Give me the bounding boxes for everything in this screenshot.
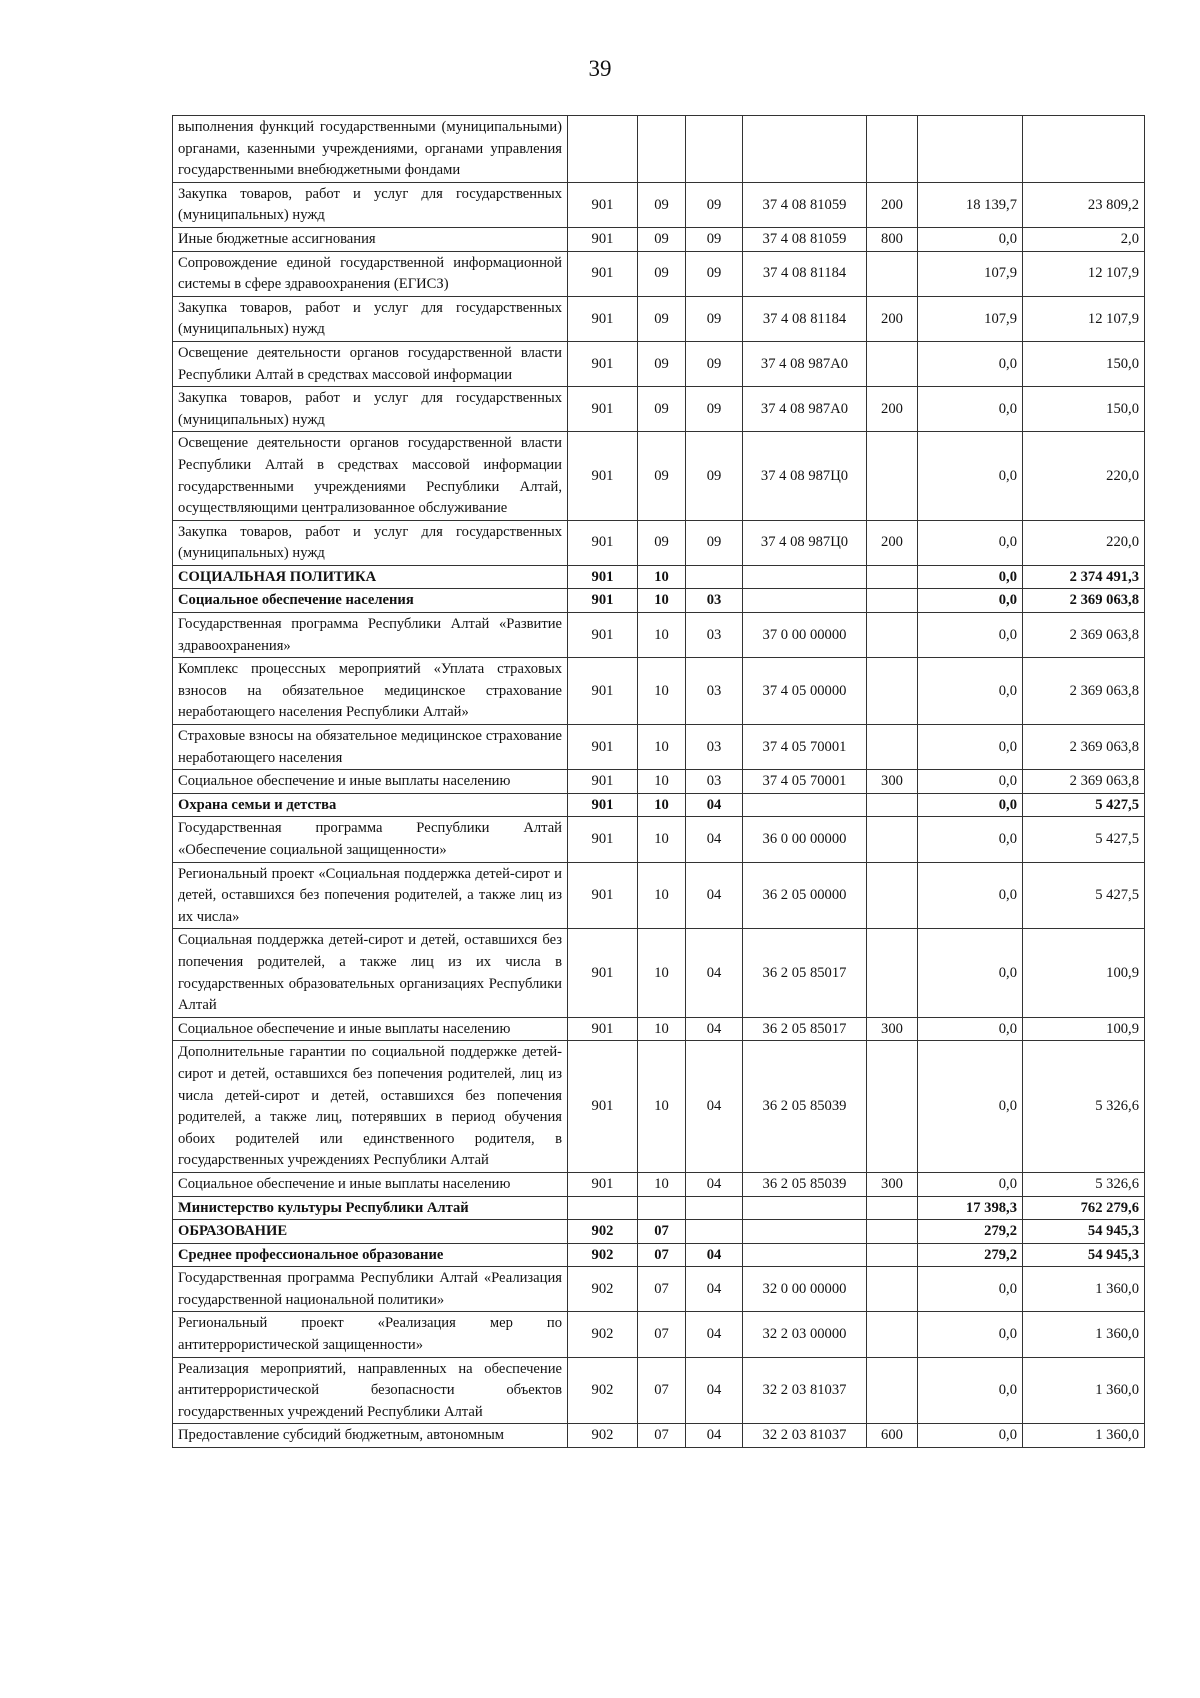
table-row — [173, 770, 1145, 794]
expense-name-cell: Закупка товаров, работ и услуг для государственных (муниципальных) нужд — [173, 387, 568, 432]
table-row — [173, 793, 1145, 817]
amount-change-cell: 0,0 — [918, 1357, 1023, 1424]
expense-name-cell: Региональный проект «Социальная поддержка детей-сирот и детей, оставшихся без попечения родителей, а также лиц из их числа» — [173, 862, 568, 929]
section-code-cell: 10 — [638, 1017, 686, 1041]
table-row — [173, 862, 1145, 929]
administrator-code-cell — [568, 116, 638, 183]
administrator-code-cell: 901 — [568, 432, 638, 520]
expense-type-cell: 200 — [867, 296, 918, 341]
administrator-code-cell: 902 — [568, 1220, 638, 1244]
table-row — [173, 182, 1145, 227]
subsection-code-cell: 09 — [686, 251, 743, 296]
section-code-cell: 10 — [638, 658, 686, 725]
subsection-code-cell: 09 — [686, 520, 743, 565]
subsection-code-cell: 04 — [686, 1267, 743, 1312]
target-article-cell: 32 2 03 81037 — [743, 1424, 867, 1448]
administrator-code-cell: 902 — [568, 1312, 638, 1357]
section-code-cell: 10 — [638, 725, 686, 770]
table-row — [173, 1357, 1145, 1424]
expense-name-cell: Сопровождение единой государственной информационной системы в сфере здравоохранения (ЕГИСЗ) — [173, 251, 568, 296]
target-article-cell: 37 4 08 81059 — [743, 182, 867, 227]
section-code-cell: 07 — [638, 1243, 686, 1267]
expense-name-cell: Закупка товаров, работ и услуг для государственных (муниципальных) нужд — [173, 520, 568, 565]
expense-name-cell: Министерство культуры Республики Алтай — [173, 1196, 568, 1220]
target-article-cell: 37 0 00 00000 — [743, 613, 867, 658]
expense-type-cell — [867, 1220, 918, 1244]
subsection-code-cell: 03 — [686, 770, 743, 794]
expense-type-cell — [867, 1243, 918, 1267]
amount-change-cell: 0,0 — [918, 613, 1023, 658]
expense-type-cell — [867, 1196, 918, 1220]
amount-change-cell: 0,0 — [918, 793, 1023, 817]
subsection-code-cell: 03 — [686, 725, 743, 770]
target-article-cell: 32 2 03 00000 — [743, 1312, 867, 1357]
amount-total-cell: 5 427,5 — [1023, 862, 1145, 929]
expense-name-cell: Государственная программа Республики Алтай «Реализация государственной национальной политики» — [173, 1267, 568, 1312]
administrator-code-cell: 901 — [568, 862, 638, 929]
target-article-cell: 36 2 05 85017 — [743, 929, 867, 1017]
target-article-cell: 36 2 05 00000 — [743, 862, 867, 929]
table-row — [173, 387, 1145, 432]
target-article-cell: 37 4 08 81059 — [743, 227, 867, 251]
expense-type-cell — [867, 1267, 918, 1312]
administrator-code-cell: 901 — [568, 387, 638, 432]
amount-change-cell: 107,9 — [918, 251, 1023, 296]
amount-change-cell: 0,0 — [918, 589, 1023, 613]
administrator-code-cell: 901 — [568, 929, 638, 1017]
section-code-cell: 07 — [638, 1312, 686, 1357]
subsection-code-cell: 04 — [686, 1357, 743, 1424]
administrator-code-cell: 902 — [568, 1243, 638, 1267]
section-code-cell: 09 — [638, 227, 686, 251]
expense-name-cell: Социальная поддержка детей-сирот и детей, оставшихся без попечения родителей, а также лиц из их числа в государственных образовательных организациях Республики Алтай — [173, 929, 568, 1017]
target-article-cell — [743, 1196, 867, 1220]
administrator-code-cell — [568, 1196, 638, 1220]
expense-name-cell: Страховые взносы на обязательное медицинское страхование неработающего населения — [173, 725, 568, 770]
administrator-code-cell: 901 — [568, 565, 638, 589]
section-code-cell: 09 — [638, 520, 686, 565]
subsection-code-cell: 09 — [686, 182, 743, 227]
administrator-code-cell: 901 — [568, 251, 638, 296]
section-code-cell — [638, 116, 686, 183]
amount-total-cell: 100,9 — [1023, 1017, 1145, 1041]
table-row — [173, 1196, 1145, 1220]
section-code-cell: 07 — [638, 1357, 686, 1424]
administrator-code-cell: 902 — [568, 1357, 638, 1424]
amount-total-cell: 12 107,9 — [1023, 296, 1145, 341]
amount-change-cell: 0,0 — [918, 817, 1023, 862]
subsection-code-cell: 04 — [686, 929, 743, 1017]
administrator-code-cell: 901 — [568, 589, 638, 613]
section-code-cell: 09 — [638, 387, 686, 432]
target-article-cell: 32 2 03 81037 — [743, 1357, 867, 1424]
administrator-code-cell: 901 — [568, 1172, 638, 1196]
expense-type-cell — [867, 613, 918, 658]
target-article-cell: 37 4 08 81184 — [743, 296, 867, 341]
amount-total-cell: 220,0 — [1023, 520, 1145, 565]
amount-change-cell: 0,0 — [918, 862, 1023, 929]
table-row — [173, 432, 1145, 520]
expense-name-cell: Закупка товаров, работ и услуг для государственных (муниципальных) нужд — [173, 182, 568, 227]
subsection-code-cell — [686, 1196, 743, 1220]
section-code-cell: 07 — [638, 1424, 686, 1448]
table-row — [173, 658, 1145, 725]
amount-change-cell: 0,0 — [918, 432, 1023, 520]
section-code-cell: 09 — [638, 182, 686, 227]
table-row — [173, 1172, 1145, 1196]
subsection-code-cell — [686, 116, 743, 183]
section-code-cell: 09 — [638, 251, 686, 296]
section-code-cell: 09 — [638, 432, 686, 520]
expense-type-cell — [867, 251, 918, 296]
amount-change-cell: 0,0 — [918, 1172, 1023, 1196]
subsection-code-cell: 09 — [686, 296, 743, 341]
section-code-cell: 10 — [638, 817, 686, 862]
expense-type-cell — [867, 341, 918, 386]
table-row — [173, 725, 1145, 770]
target-article-cell — [743, 1220, 867, 1244]
expense-name-cell: Закупка товаров, работ и услуг для государственных (муниципальных) нужд — [173, 296, 568, 341]
amount-total-cell: 220,0 — [1023, 432, 1145, 520]
amount-change-cell: 279,2 — [918, 1220, 1023, 1244]
administrator-code-cell: 901 — [568, 227, 638, 251]
expense-type-cell: 600 — [867, 1424, 918, 1448]
administrator-code-cell: 901 — [568, 341, 638, 386]
expense-type-cell: 300 — [867, 1017, 918, 1041]
page-number: 39 — [588, 56, 612, 81]
amount-change-cell: 17 398,3 — [918, 1196, 1023, 1220]
section-code-cell: 10 — [638, 770, 686, 794]
expense-name-cell: Социальное обеспечение и иные выплаты населению — [173, 1017, 568, 1041]
administrator-code-cell: 902 — [568, 1267, 638, 1312]
amount-change-cell: 0,0 — [918, 565, 1023, 589]
table-row — [173, 589, 1145, 613]
amount-change-cell: 0,0 — [918, 725, 1023, 770]
administrator-code-cell: 901 — [568, 1041, 638, 1173]
subsection-code-cell: 04 — [686, 1041, 743, 1173]
section-code-cell: 10 — [638, 589, 686, 613]
section-code-cell: 10 — [638, 929, 686, 1017]
expense-type-cell — [867, 589, 918, 613]
expense-name-cell: Среднее профессиональное образование — [173, 1243, 568, 1267]
expense-name-cell: Региональный проект «Реализация мер по антитеррористической защищенности» — [173, 1312, 568, 1357]
subsection-code-cell: 09 — [686, 341, 743, 386]
table-row — [173, 1243, 1145, 1267]
expense-type-cell: 300 — [867, 770, 918, 794]
expense-name-cell: Предоставление субсидий бюджетным, автономным — [173, 1424, 568, 1448]
subsection-code-cell: 09 — [686, 387, 743, 432]
amount-change-cell: 0,0 — [918, 658, 1023, 725]
administrator-code-cell: 901 — [568, 817, 638, 862]
subsection-code-cell — [686, 1220, 743, 1244]
table-row — [173, 296, 1145, 341]
expense-name-cell: Дополнительные гарантии по социальной поддержке детей-сирот и детей, оставшихся без попечения родителей, лиц из числа детей-сирот и детей, оставшихся без попечения родителей, а также лиц, потерявших в период обучения обоих родителей или единственного родителя, в государственных учреждениях Республики Алтай — [173, 1041, 568, 1173]
amount-change-cell: 0,0 — [918, 1424, 1023, 1448]
expense-name-cell: Государственная программа Республики Алтай «Развитие здравоохранения» — [173, 613, 568, 658]
table-row — [173, 817, 1145, 862]
expense-type-cell — [867, 432, 918, 520]
expense-type-cell — [867, 1357, 918, 1424]
target-article-cell: 36 2 05 85017 — [743, 1017, 867, 1041]
subsection-code-cell: 03 — [686, 589, 743, 613]
table-row — [173, 116, 1145, 183]
amount-change-cell: 0,0 — [918, 1041, 1023, 1173]
table-row — [173, 227, 1145, 251]
amount-total-cell: 150,0 — [1023, 341, 1145, 386]
amount-total-cell: 2 374 491,3 — [1023, 565, 1145, 589]
table-row — [173, 613, 1145, 658]
amount-change-cell: 0,0 — [918, 341, 1023, 386]
amount-change-cell — [918, 116, 1023, 183]
amount-change-cell: 0,0 — [918, 387, 1023, 432]
amount-total-cell: 100,9 — [1023, 929, 1145, 1017]
expense-name-cell: Реализация мероприятий, направленных на обеспечение антитеррористической безопасности объектов государственных учреждений Республики Алтай — [173, 1357, 568, 1424]
target-article-cell: 37 4 05 70001 — [743, 725, 867, 770]
target-article-cell — [743, 793, 867, 817]
subsection-code-cell: 09 — [686, 432, 743, 520]
table-row — [173, 1267, 1145, 1312]
table-row — [173, 1312, 1145, 1357]
section-code-cell: 07 — [638, 1220, 686, 1244]
target-article-cell: 37 4 08 987А0 — [743, 387, 867, 432]
amount-change-cell: 0,0 — [918, 1017, 1023, 1041]
target-article-cell — [743, 116, 867, 183]
expense-type-cell — [867, 116, 918, 183]
section-code-cell: 10 — [638, 862, 686, 929]
expense-name-cell: Иные бюджетные ассигнования — [173, 227, 568, 251]
target-article-cell: 36 0 00 00000 — [743, 817, 867, 862]
expense-name-cell: Освещение деятельности органов государственной власти Республики Алтай в средствах массовой информации — [173, 341, 568, 386]
subsection-code-cell: 04 — [686, 862, 743, 929]
amount-total-cell: 1 360,0 — [1023, 1424, 1145, 1448]
table-row — [173, 929, 1145, 1017]
table-row — [173, 1041, 1145, 1173]
administrator-code-cell: 901 — [568, 296, 638, 341]
expense-name-cell: Социальное обеспечение и иные выплаты населению — [173, 770, 568, 794]
administrator-code-cell: 901 — [568, 182, 638, 227]
administrator-code-cell: 902 — [568, 1424, 638, 1448]
section-code-cell: 10 — [638, 1172, 686, 1196]
expense-name-cell: Охрана семьи и детства — [173, 793, 568, 817]
amount-change-cell: 0,0 — [918, 770, 1023, 794]
budget-table-body — [173, 116, 1145, 1448]
target-article-cell: 37 4 08 987Ц0 — [743, 520, 867, 565]
expense-name-cell: Комплекс процессных мероприятий «Уплата страховых взносов на обязательное медицинское страхование неработающего населения Республики Алтай» — [173, 658, 568, 725]
amount-total-cell: 12 107,9 — [1023, 251, 1145, 296]
amount-total-cell: 2 369 063,8 — [1023, 770, 1145, 794]
administrator-code-cell: 901 — [568, 520, 638, 565]
amount-change-cell: 0,0 — [918, 520, 1023, 565]
amount-total-cell: 1 360,0 — [1023, 1357, 1145, 1424]
amount-total-cell: 1 360,0 — [1023, 1267, 1145, 1312]
target-article-cell: 36 2 05 85039 — [743, 1041, 867, 1173]
expense-type-cell: 200 — [867, 520, 918, 565]
target-article-cell: 37 4 08 81184 — [743, 251, 867, 296]
table-row — [173, 341, 1145, 386]
amount-total-cell: 23 809,2 — [1023, 182, 1145, 227]
subsection-code-cell: 04 — [686, 793, 743, 817]
table-row — [173, 520, 1145, 565]
amount-total-cell: 150,0 — [1023, 387, 1145, 432]
expense-type-cell — [867, 793, 918, 817]
target-article-cell — [743, 1243, 867, 1267]
section-code-cell — [638, 1196, 686, 1220]
subsection-code-cell: 04 — [686, 1017, 743, 1041]
table-row — [173, 1220, 1145, 1244]
section-code-cell: 10 — [638, 565, 686, 589]
table-row — [173, 1424, 1145, 1448]
table-row — [173, 251, 1145, 296]
amount-change-cell: 18 139,7 — [918, 182, 1023, 227]
target-article-cell: 37 4 08 987Ц0 — [743, 432, 867, 520]
expense-type-cell: 800 — [867, 227, 918, 251]
amount-total-cell: 2 369 063,8 — [1023, 589, 1145, 613]
subsection-code-cell: 09 — [686, 227, 743, 251]
amount-total-cell: 1 360,0 — [1023, 1312, 1145, 1357]
subsection-code-cell: 04 — [686, 1172, 743, 1196]
expense-type-cell — [867, 862, 918, 929]
amount-total-cell: 2 369 063,8 — [1023, 725, 1145, 770]
expense-type-cell: 200 — [867, 387, 918, 432]
expense-type-cell — [867, 565, 918, 589]
amount-total-cell — [1023, 116, 1145, 183]
subsection-code-cell: 03 — [686, 658, 743, 725]
amount-total-cell: 5 326,6 — [1023, 1041, 1145, 1173]
target-article-cell — [743, 565, 867, 589]
table-row — [173, 1017, 1145, 1041]
administrator-code-cell: 901 — [568, 1017, 638, 1041]
administrator-code-cell: 901 — [568, 770, 638, 794]
amount-change-cell: 0,0 — [918, 929, 1023, 1017]
amount-total-cell: 762 279,6 — [1023, 1196, 1145, 1220]
table-row — [173, 565, 1145, 589]
expense-type-cell — [867, 1041, 918, 1173]
target-article-cell: 36 2 05 85039 — [743, 1172, 867, 1196]
expense-type-cell: 300 — [867, 1172, 918, 1196]
subsection-code-cell — [686, 565, 743, 589]
subsection-code-cell: 04 — [686, 817, 743, 862]
target-article-cell — [743, 589, 867, 613]
target-article-cell: 37 4 05 70001 — [743, 770, 867, 794]
expense-type-cell — [867, 929, 918, 1017]
amount-total-cell: 5 427,5 — [1023, 817, 1145, 862]
target-article-cell: 37 4 08 987А0 — [743, 341, 867, 386]
amount-change-cell: 0,0 — [918, 1312, 1023, 1357]
amount-total-cell: 2 369 063,8 — [1023, 613, 1145, 658]
section-code-cell: 10 — [638, 1041, 686, 1173]
amount-change-cell: 279,2 — [918, 1243, 1023, 1267]
expense-name-cell: Государственная программа Республики Алтай «Обеспечение социальной защищенности» — [173, 817, 568, 862]
expense-type-cell — [867, 817, 918, 862]
expense-name-cell: СОЦИАЛЬНАЯ ПОЛИТИКА — [173, 565, 568, 589]
subsection-code-cell: 03 — [686, 613, 743, 658]
amount-total-cell: 2 369 063,8 — [1023, 658, 1145, 725]
target-article-cell: 32 0 00 00000 — [743, 1267, 867, 1312]
expense-name-cell: ОБРАЗОВАНИЕ — [173, 1220, 568, 1244]
expense-name-cell: Освещение деятельности органов государственной власти Республики Алтай в средствах массовой информации государственными учреждениями Республики Алтай, осуществляющими централизованное обслуживание — [173, 432, 568, 520]
expense-type-cell — [867, 1312, 918, 1357]
amount-change-cell: 107,9 — [918, 296, 1023, 341]
administrator-code-cell: 901 — [568, 613, 638, 658]
amount-change-cell: 0,0 — [918, 1267, 1023, 1312]
administrator-code-cell: 901 — [568, 725, 638, 770]
expense-type-cell: 200 — [867, 182, 918, 227]
expense-name-cell: Социальное обеспечение населения — [173, 589, 568, 613]
amount-total-cell: 5 427,5 — [1023, 793, 1145, 817]
expense-name-cell: Социальное обеспечение и иные выплаты населению — [173, 1172, 568, 1196]
amount-total-cell: 5 326,6 — [1023, 1172, 1145, 1196]
subsection-code-cell: 04 — [686, 1312, 743, 1357]
expense-type-cell — [867, 725, 918, 770]
subsection-code-cell: 04 — [686, 1424, 743, 1448]
amount-total-cell: 54 945,3 — [1023, 1243, 1145, 1267]
budget-table — [172, 115, 1145, 1448]
administrator-code-cell: 901 — [568, 658, 638, 725]
administrator-code-cell: 901 — [568, 793, 638, 817]
section-code-cell: 09 — [638, 296, 686, 341]
target-article-cell: 37 4 05 00000 — [743, 658, 867, 725]
expense-type-cell — [867, 658, 918, 725]
section-code-cell: 10 — [638, 613, 686, 658]
section-code-cell: 07 — [638, 1267, 686, 1312]
amount-total-cell: 54 945,3 — [1023, 1220, 1145, 1244]
amount-total-cell: 2,0 — [1023, 227, 1145, 251]
section-code-cell: 09 — [638, 341, 686, 386]
subsection-code-cell: 04 — [686, 1243, 743, 1267]
amount-change-cell: 0,0 — [918, 227, 1023, 251]
expense-name-cell: выполнения функций государственными (муниципальными) органами, казенными учреждениями, органами управления государственными внебюджетными фондами — [173, 116, 568, 183]
section-code-cell: 10 — [638, 793, 686, 817]
